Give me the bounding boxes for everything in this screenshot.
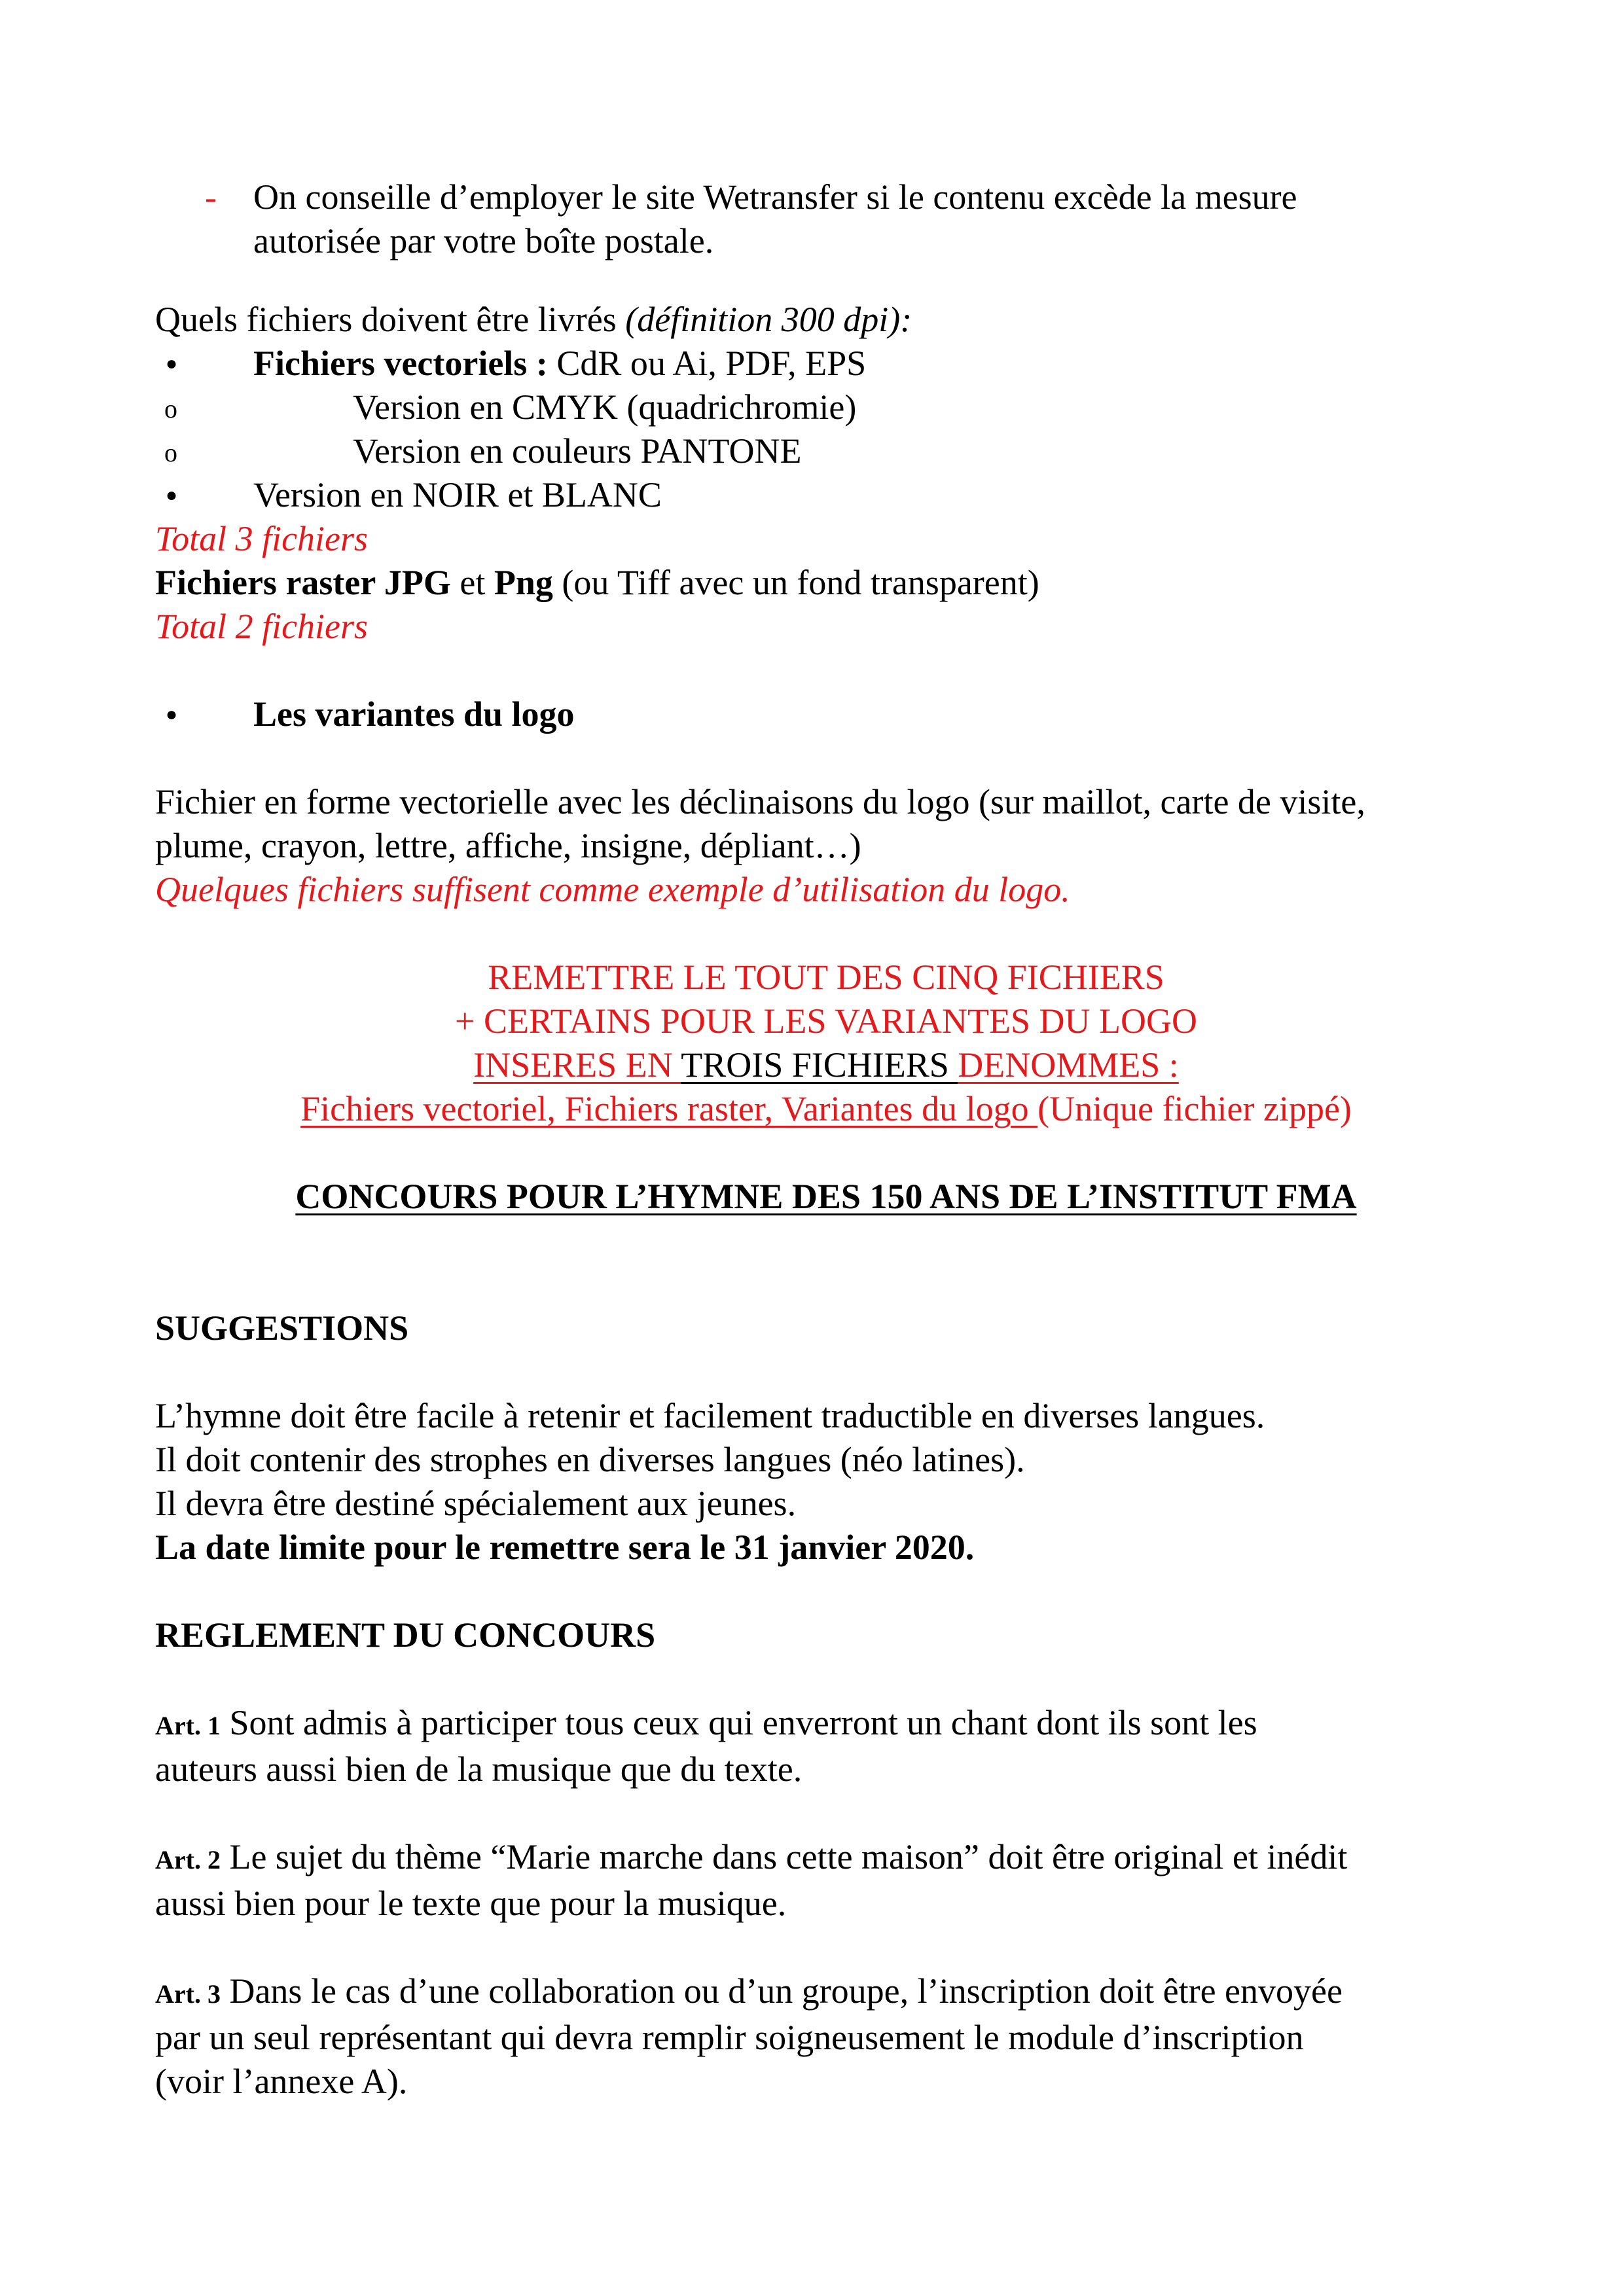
bullet-icon: ●	[166, 353, 178, 374]
delivery-notice	[155, 956, 1497, 1131]
wetransfer-advice-line1: On conseille d’employer le site Wetransfer si le contenu excède la mesure	[253, 177, 1297, 217]
notice-line4	[155, 1087, 1497, 1131]
files-question	[155, 298, 1497, 342]
raster-label: Fichiers raster JPG	[155, 563, 451, 602]
total-3-files: Total 3 fichiers	[155, 519, 369, 558]
art2-line1: Le sujet du thème “Marie marche dans cette maison” doit être original et inédit	[220, 1837, 1348, 1876]
notice-inseres: INSERES EN	[473, 1045, 681, 1085]
raster-files-line	[155, 561, 1497, 605]
raster-png: Png	[494, 563, 553, 602]
bullet-icon: ●	[166, 484, 178, 506]
variants-example: Quelques fichiers suffisent comme exemple d’utilisation du logo.	[155, 870, 1070, 909]
raster-et: et	[450, 563, 494, 602]
pantone-item	[155, 429, 1497, 473]
variants-heading: Les variantes du logo	[253, 694, 575, 734]
notice-line1: REMETTRE LE TOUT DES CINQ FICHIERS	[488, 958, 1164, 997]
vector-files-item	[155, 342, 1497, 386]
vector-files-label: Fichiers vectoriels :	[253, 344, 557, 383]
art1	[155, 1701, 1497, 1748]
total-2-files: Total 2 fichiers	[155, 607, 369, 646]
bw-text: Version en NOIR et BLANC	[253, 475, 662, 514]
dash-marker: -	[205, 177, 217, 217]
variants-line1: Fichier en forme vectorielle avec les déclinaisons du logo (sur maillot, carte de visite,	[155, 782, 1365, 821]
notice-file-names: Fichiers vectoriel, Fichiers raster, Variantes du logo	[300, 1089, 1038, 1128]
suggestion-line2: Il doit contenir des strophes en diverses langues (néo latines).	[155, 1440, 1025, 1479]
variants-line2: plume, crayon, lettre, affiche, insigne, dépliant…)	[155, 826, 861, 865]
notice-trois-fichiers: TROIS FICHIERS	[681, 1045, 958, 1085]
notice-line2: + CERTAINS POUR LES VARIANTES DU LOGO	[455, 1001, 1197, 1041]
wetransfer-advice-cont	[155, 219, 1497, 263]
files-question-text: Quels fichiers doivent être livrés	[155, 300, 626, 339]
suggestion-line3: Il devra être destiné spécialement aux jeunes.	[155, 1484, 797, 1523]
art1-line1: Sont admis à participer tous ceux qui enverront un chant dont ils sont les	[220, 1703, 1257, 1742]
rules-heading: REGLEMENT DU CONCOURS	[155, 1615, 656, 1655]
vector-formats: CdR ou Ai, PDF, EPS	[556, 344, 867, 383]
notice-line3	[155, 1043, 1497, 1087]
contest-title: CONCOURS POUR L’HYMNE DES 150 ANS DE L’INSTITUT FMA	[295, 1177, 1357, 1216]
art3-label: Art. 3	[155, 1979, 221, 2009]
definition-note: (définition 300 dpi):	[625, 300, 912, 339]
notice-zip: (Unique fichier zippé)	[1038, 1089, 1352, 1128]
raster-rest: (ou Tiff avec un fond transparent)	[552, 563, 1039, 602]
deadline: La date limite pour le remettre sera le 31 janvier 2020.	[155, 1528, 975, 1567]
variants-heading-item	[155, 692, 1497, 736]
cmyk-text: Version en CMYK (quadrichromie)	[353, 387, 857, 427]
suggestions-heading: SUGGESTIONS	[155, 1308, 409, 1348]
wetransfer-advice-line2: autorisée par votre boîte postale.	[253, 221, 714, 260]
art3-line3: (voir l’annexe A).	[155, 2062, 408, 2101]
bw-item	[155, 473, 1497, 517]
circle-bullet-icon: o	[164, 438, 177, 467]
art2	[155, 1835, 1497, 1882]
art1-line2: auteurs aussi bien de la musique que du texte.	[155, 1749, 803, 1789]
art1-label: Art. 1	[155, 1711, 221, 1740]
pantone-text: Version en couleurs PANTONE	[353, 431, 802, 471]
art2-line2: aussi bien pour le texte que pour la musique.	[155, 1884, 787, 1923]
notice-denommes: DENOMMES :	[958, 1045, 1179, 1085]
bullet-icon: ●	[166, 704, 178, 725]
cmyk-item	[155, 386, 1497, 429]
art3	[155, 1969, 1497, 2016]
suggestion-line1: L’hymne doit être facile à retenir et facilement traductible en diverses langues.	[155, 1396, 1265, 1435]
art3-line2: par un seul représentant qui devra remplir soigneusement le module d’inscription	[155, 2018, 1304, 2057]
art3-line1: Dans le cas d’une collaboration ou d’un groupe, l’inscription doit être envoyée	[220, 1971, 1343, 2011]
document-page	[155, 175, 1497, 2104]
wetransfer-advice	[155, 175, 1497, 219]
art2-label: Art. 2	[155, 1845, 221, 1874]
circle-bullet-icon: o	[164, 394, 177, 423]
